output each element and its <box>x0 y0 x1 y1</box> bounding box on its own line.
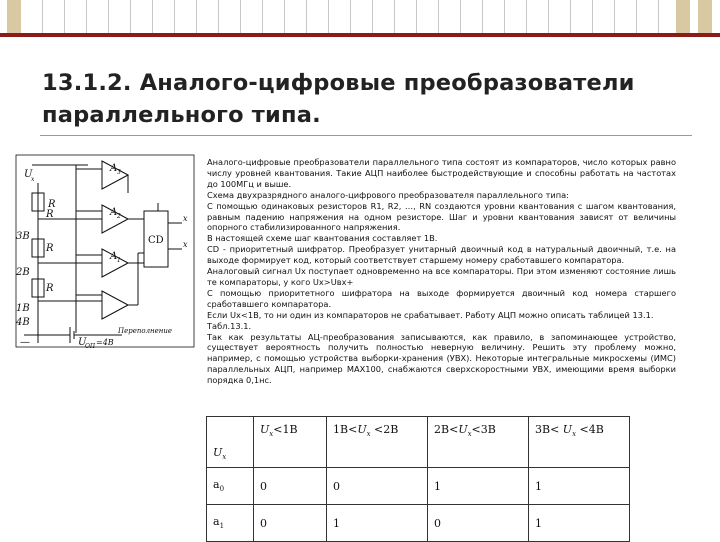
paragraph-8: Если Ux<1В, то ни один из компараторов не срабатывает. Работу АЦП можно описать таблицей 13.1. <box>207 309 654 320</box>
table-cell: 1 <box>428 468 529 505</box>
title-line-2: параллельного типа. <box>42 102 321 128</box>
paragraph-10: Так как результаты АЦ-преобразования записываются, как правило, в запоминающее устройство, существует вероятность получить полностью неверную величину. Решить эту проблему можно, например, с помощью устройства выборки-хранения (УВХ). Некоторые интегральные микросхемы (ИМС) параллельных АЦП, например MAX100, снабжаются сверхскоростными УВХ, имеющими время выборки порядка 0,1нс. <box>207 331 676 386</box>
paragraph-2: Схема двухразрядного аналого-цифрового преобразователя параллельного типа: <box>207 189 569 200</box>
top-accent-block-4 <box>698 0 712 33</box>
adc-truth-table <box>206 416 630 542</box>
paragraph-6: Аналоговый сигнал Ux поступает одновременно на все компараторы. При этом изменяют состояние лишь те компараторы, у кого Ux>Uвх+ <box>207 266 676 287</box>
label-r: R <box>46 209 54 220</box>
label-3v: 3В <box>16 231 30 242</box>
table-corner: $U_x$ <box>207 417 254 468</box>
label-a1: A <box>110 251 118 262</box>
title-line-1: 13.1.2. Аналого-цифровые преобразователи <box>42 70 635 96</box>
label-r2: R <box>46 243 54 254</box>
top-accent-block-3 <box>676 0 690 33</box>
body-text <box>207 157 676 386</box>
label-a3-sub: 3 <box>117 169 121 176</box>
table-header-cell: $U_x<1В$ <box>254 417 327 468</box>
label-cd: CD <box>148 235 164 246</box>
table-header-cell: $1В<U_x <2В$ <box>327 417 428 468</box>
label-1v: 1В <box>16 303 30 314</box>
table-cell: 0 <box>327 468 428 505</box>
label-a2: A <box>110 207 118 218</box>
label-r3: R <box>46 283 54 294</box>
label-overflow: Переполнение <box>118 327 173 335</box>
label-2v: 2В <box>16 267 30 278</box>
paragraph-5: CD - приоритетный шифратор. Преобразует унитарный двоичный код в натуральный двоичный, т.е. на выходе формирует код, который соответствует старшему номеру сработавшего компаратора. <box>207 244 676 266</box>
table-cell: 1 <box>327 505 428 542</box>
label-uop-sub: ОП <box>85 343 96 349</box>
paragraph-3: С помощью одинаковых резисторов R1, R2, …, RN создаются уровни квантования с шагом квантования, равным падению напряжения на одном резисторе. Шаг и уровни квантования зависят от величины опорного стабилизированного напряжения. <box>207 200 676 233</box>
adc-circuit-diagram <box>10 153 198 349</box>
table-header-cell: $2В<U_x<3В$ <box>428 417 529 468</box>
label-uop: U <box>78 337 87 348</box>
top-accent-grid <box>21 0 676 33</box>
table-row-label: $a_1$ <box>207 505 254 542</box>
label-minus: — <box>20 337 30 348</box>
table-cell: 1 <box>529 505 630 542</box>
table-cell: 1 <box>529 468 630 505</box>
table-cell: 0 <box>428 505 529 542</box>
paragraph-7: С помощью приоритетного шифратора на выходе формируется двоичный код номера старшего сработавшего компаратора. <box>207 287 676 309</box>
label-ux-sub: x <box>31 176 35 183</box>
label-x0: x <box>183 240 188 249</box>
label-ux: U <box>24 169 33 180</box>
label-4v: 4В <box>16 317 30 328</box>
table-header-cell: $3В< U_x <4В$ <box>529 417 630 468</box>
paragraph-1: Аналого-цифровые преобразователи параллельного типа состоят из компараторов, число которых равно числу уровней квантования. Такие АЦП наиболее быстродействующие и способны работать на частотах до 100МГц и выше. <box>207 157 676 189</box>
table-header-row <box>207 417 630 468</box>
label-x1: x <box>183 214 188 223</box>
table-cell: 0 <box>254 468 327 505</box>
paragraph-4: В настоящей схеме шаг квантования составляет 1В. <box>207 233 438 244</box>
paragraph-9: Табл.13.1. <box>207 320 252 331</box>
table-row <box>207 505 630 542</box>
label-r1: R <box>48 199 56 210</box>
top-accent-block-1 <box>7 0 21 33</box>
label-a1-sub: 1 <box>117 257 121 264</box>
label-a2-sub: 2 <box>117 213 121 220</box>
label-uop-val: =4В <box>96 338 114 347</box>
top-accent-bar <box>0 33 720 37</box>
label-a3: A <box>110 163 118 174</box>
slide-title <box>42 67 692 131</box>
table-row-label: $a_0$ <box>207 468 254 505</box>
table-cell: 0 <box>254 505 327 542</box>
table-row <box>207 468 630 505</box>
title-divider <box>40 135 692 136</box>
